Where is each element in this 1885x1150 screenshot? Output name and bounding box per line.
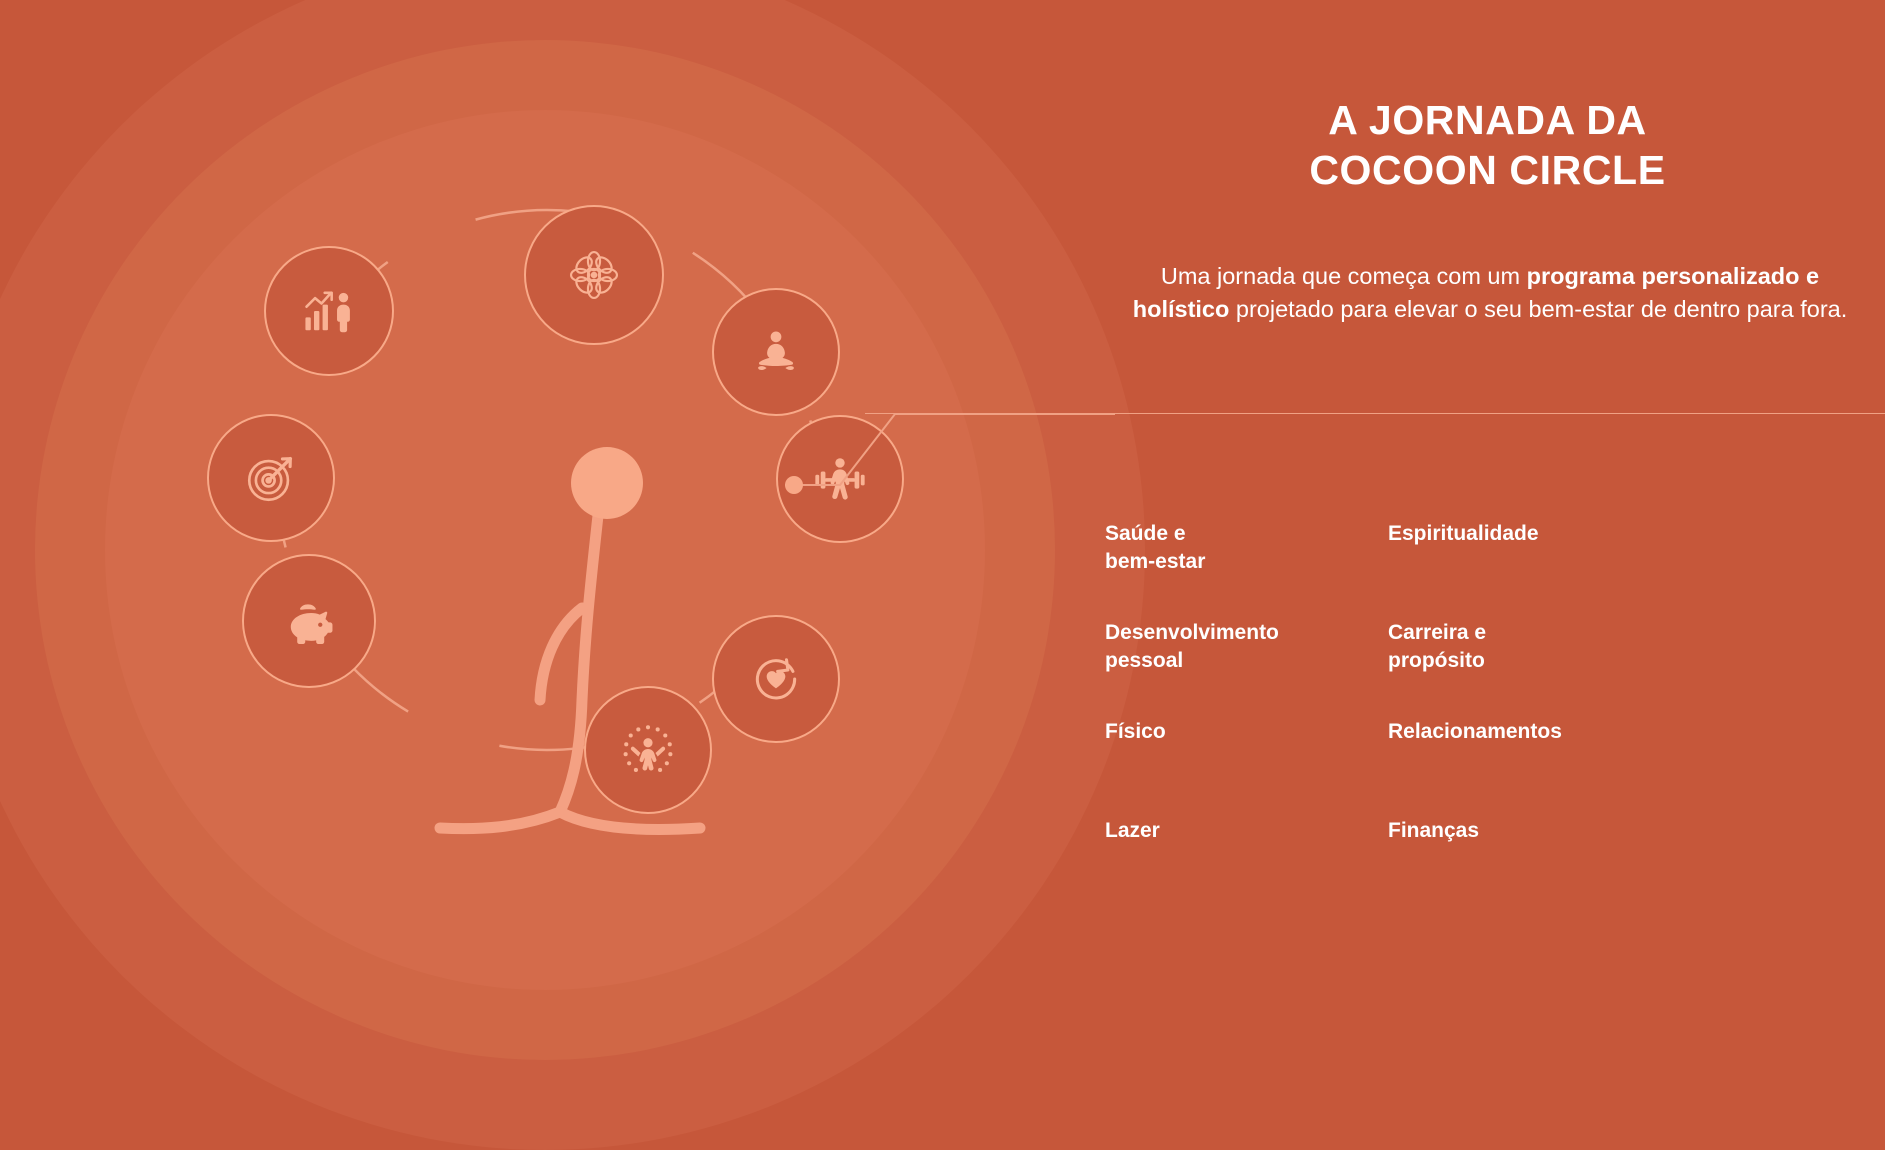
seed-sprout-icon [571,447,643,519]
piggy-bank-icon [279,594,339,648]
connector-dot [785,476,803,494]
content-panel [1090,0,1885,1116]
person-celebration-icon [619,721,677,779]
title-line-1: A JORNADA DA [1328,97,1647,143]
subtitle-text [1110,260,1870,327]
diagram-node-desenvolvimento-pessoal[interactable] [264,246,394,376]
subtitle-strong: programa personalizado e holístico [1132,263,1820,323]
subtitle-part-2: projetado para elevar o seu bem-estar de dentro para fora. [1229,296,1848,323]
pillar-relacionamentos[interactable]: Relacionamentos [1388,720,1562,743]
diagram-node-financas[interactable] [242,554,376,688]
mandala-icon [565,246,623,304]
diagram-node-saude-bem-estar[interactable] [712,288,840,416]
diagram-node-lazer[interactable] [584,686,712,814]
subtitle-part-1: Uma jornada que começa com um [1160,263,1527,289]
heart-refresh-icon [748,651,804,707]
lotus-meditation-icon [748,324,804,380]
diagram-node-relacionamentos[interactable] [712,615,840,743]
growth-chart-person-icon [299,283,359,339]
pillar-financas[interactable]: Finanças [1388,819,1480,842]
pillar-lazer[interactable]: Lazer [1105,819,1160,842]
pillar-espiritualidade[interactable]: Espiritualidade [1388,522,1539,545]
target-arrow-icon [242,449,300,507]
page-title [1090,95,1885,195]
diagram-node-carreira-proposito[interactable] [207,414,335,542]
connector-line [785,400,1115,520]
pillar-desenvolvimento-pessoal[interactable]: Desenvolvimento pessoal [1105,621,1279,673]
pillars-list [1105,520,1875,916]
title-line-2: COCOON CIRCLE [1309,147,1666,194]
pillar-fisico[interactable]: Físico [1105,720,1166,743]
pillar-saude-bem-estar[interactable]: Saúde e bem-estar [1105,522,1206,574]
diagram-node-espiritualidade[interactable] [524,205,664,345]
pillar-carreira-proposito[interactable]: Carreira e propósito [1388,621,1487,673]
